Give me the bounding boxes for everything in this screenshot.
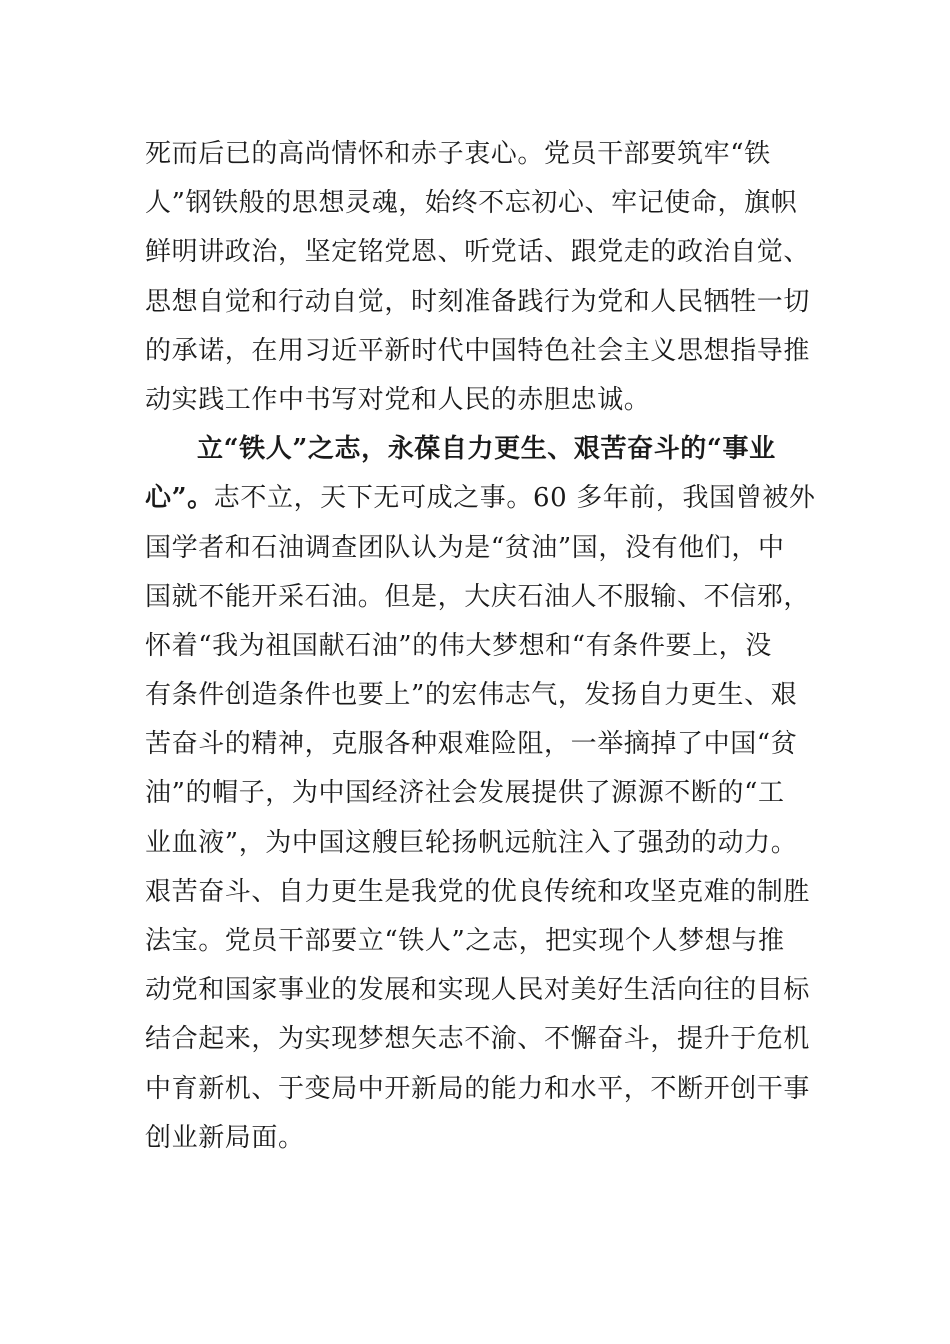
text-line — [145, 376, 790, 425]
text-line — [145, 130, 790, 179]
text-line — [145, 671, 798, 720]
section-heading-line — [145, 425, 790, 474]
text-line — [145, 1015, 811, 1064]
text-line — [145, 524, 790, 573]
section-heading-end: 心”。 — [145, 483, 214, 514]
text-segment: 怀着“我为祖国献石油”的伟大梦想和“有条件要上，没 — [145, 630, 772, 661]
text-line — [145, 720, 798, 769]
text-line — [145, 228, 811, 277]
text-segment: 法宝。党员干部要立“铁人”之志，把实现个人梦想与推 — [145, 926, 785, 956]
text-line — [145, 769, 790, 818]
text-line — [145, 966, 811, 1015]
text-segment: 苦奋斗的精神，克服各种艰难险阻，一举摘掉了中国“贫 — [145, 729, 798, 760]
text-segment: 艰苦奋斗、自力更生是我党的优良传统和攻坚克难的制胜 — [145, 876, 811, 907]
text-segment: 人”钢铁般的思想灵魂，始终不忘初心、牢记使命，旗帜 — [145, 188, 798, 219]
text-segment: 死而后已的高尚情怀和赤子衷心。党员干部要筑牢“铁 — [145, 139, 771, 169]
text-line — [145, 1114, 790, 1163]
text-segment: 动党和国家事业的发展和实现人民对美好生活向往的目标 — [145, 975, 811, 1006]
text-segment: 国就不能开采石油。但是，大庆石油人不服输、不信邪， — [145, 581, 811, 612]
text-line — [145, 278, 811, 327]
text-line — [145, 573, 811, 622]
text-line — [145, 622, 790, 671]
text-segment: 中育新机、于变局中开新局的能力和水平，不断开创干事 — [145, 1073, 811, 1104]
text-segment: 油”的帽子，为中国经济社会发展提供了源源不断的“工 — [145, 778, 785, 809]
text-line — [145, 917, 790, 966]
text-segment: 鲜明讲政治，坚定铭党恩、听党话、跟党走的政治自觉、 — [145, 237, 811, 268]
text-segment: 思想自觉和行动自觉，时刻准备践行为党和人民牺牲一切 — [145, 286, 811, 317]
text-line — [145, 1065, 811, 1114]
text-line — [145, 179, 798, 228]
text-segment: 志不立，天下无可成之事。60 多年前，我国曾被外 — [213, 483, 816, 514]
text-segment: 的承诺，在用习近平新时代中国特色社会主义思想指导推 — [145, 335, 811, 366]
text-segment: 创业新局面。 — [145, 1122, 305, 1153]
text-segment: 业血液”，为中国这艘巨轮扬帆远航注入了强劲的动力。 — [145, 827, 798, 858]
text-segment: 结合起来，为实现梦想矢志不渝、不懈奋斗，提升于危机 — [145, 1024, 811, 1055]
text-line — [145, 327, 811, 376]
text-line — [145, 819, 798, 868]
document-body — [145, 130, 816, 1163]
section-heading: 立“铁人”之志，永葆自力更生、艰苦奋斗的“事业 — [197, 434, 776, 465]
text-segment: 国学者和石油调查团队认为是“贫油”国，没有他们，中 — [145, 532, 785, 563]
text-line — [145, 868, 811, 917]
text-line — [145, 474, 816, 523]
text-segment: 有条件创造条件也要上”的宏伟志气，发扬自力更生、艰 — [145, 680, 798, 711]
text-segment: 动实践工作中书写对党和人民的赤胆忠诚。 — [145, 384, 651, 415]
